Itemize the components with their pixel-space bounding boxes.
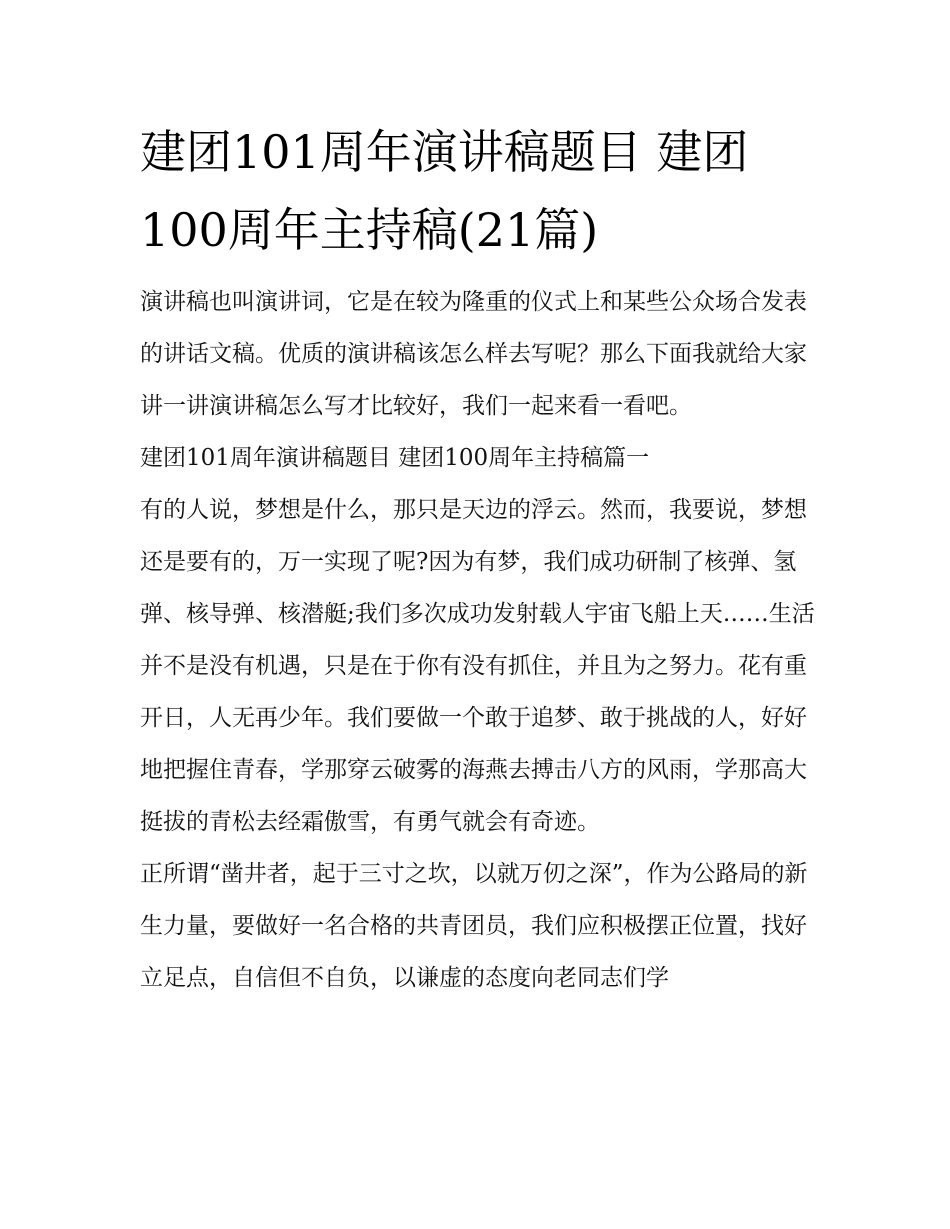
body-paragraph: 有的人说，梦想是什么，那只是天边的浮云。然而，我要说，梦想还是要有的，万一实现了呢?因为有梦，我们成功研制了核弹、氢弹、核导弹、核潜艇;我们多次成功发射载人宇宙飞船上天……生活并不是没有机遇，只是在于你有没有抓住，并且为之努力。花有重开日，人无再少年。我们要做一个敢于追梦、敢于挑战的人，好好地把握住青春，学那穿云破雾的海燕去搏击八方的风雨，学那高大挺拔的青松去经霜傲雪，有勇气就会有奇迹。 bbox=[140, 497, 815, 835]
body-paragraph: 正所谓“凿井者，起于三寸之坎，以就万仞之深”，作为公路局的新生力量，要做好一名合格的共青团员，我们应积极摆正位置，找好立足点，自信但不自负，以谦虚的态度向老同志们学 bbox=[140, 861, 808, 991]
section-heading: 建团101周年演讲稿题目 建团100周年主持稿篇一 bbox=[140, 445, 650, 471]
intro-paragraph: 演讲稿也叫演讲词，它是在较为隆重的仪式上和某些公众场合发表的讲话文稿。优质的演讲稿该怎么样去写呢？那么下面我就给大家讲一讲演讲稿怎么写才比较好，我们一起来看一看吧。 bbox=[140, 289, 807, 419]
document-title: 建团101周年演讲稿题目 建团100周年主持稿(21篇) bbox=[140, 125, 749, 257]
document-body bbox=[140, 276, 820, 1004]
